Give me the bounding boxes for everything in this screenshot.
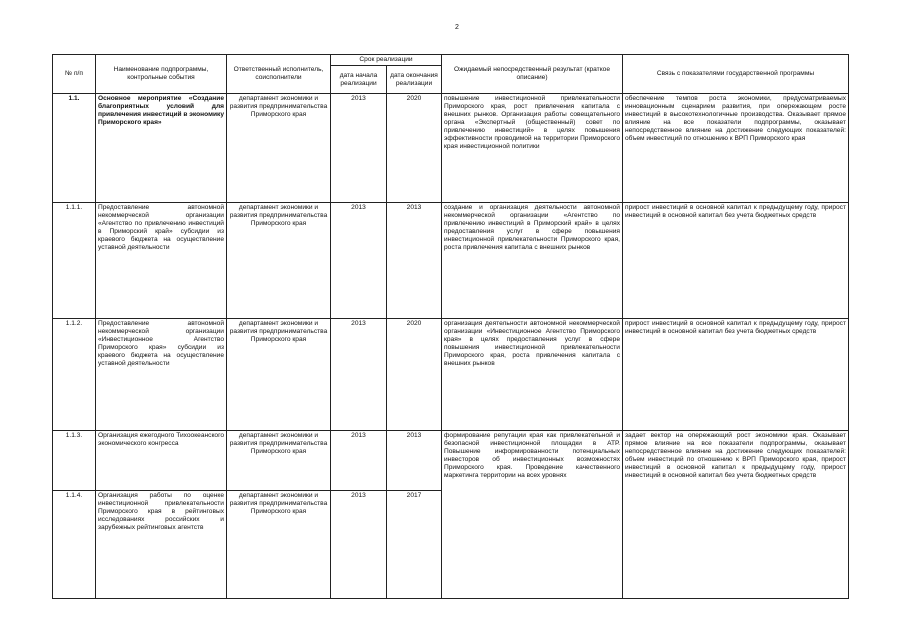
row-responsible: департамент экономики и развития предпринимательства Приморского края <box>227 491 331 599</box>
row-num: 1.1.3. <box>53 431 96 491</box>
header-num: № п/п <box>53 55 96 94</box>
table-row <box>53 431 849 491</box>
row-result: повышение инвестиционной привлекательности Приморского края, рост привлечения капитала с внешних рынков. Организация работы совещательного органа «Экспертный (общественный) совет по привлечению инвестиций» в целях повышения эффективности проводимой на территории Приморского края инвестиционной политики <box>442 94 623 203</box>
row-end: 2017 <box>387 491 442 599</box>
row-start: 2013 <box>331 94 387 203</box>
row-name: Организация работы по оценке инвестиционной привлекательности Приморского края в рейтинговых исследованиях российских и зарубежных рейтинговых агентств <box>96 491 227 599</box>
row-num: 1.1.2. <box>53 319 96 431</box>
header-period: Срок реализации <box>331 55 442 66</box>
row-link: прирост инвестиций в основной капитал к предыдущему году, прирост инвестиций в основной капитал без учета бюджетных средств <box>623 319 849 431</box>
row-end: 2013 <box>387 203 442 319</box>
row-name: Предоставление автономной некоммерческой организации «Агентство по привлечению инвестиций в Приморский край» субсидии из краевого бюджета на осуществление уставной деятельности <box>96 203 227 319</box>
row-end: 2020 <box>387 94 442 203</box>
row-responsible: департамент экономики и развития предпринимательства Приморского края <box>227 431 331 491</box>
row-name: Основное мероприятие «Создание благоприятных условий для привлечения инвестиций в экономику Приморского края» <box>96 94 227 203</box>
row-end: 2020 <box>387 319 442 431</box>
table-row <box>53 203 849 319</box>
header-end: дата окончания реализации <box>387 66 442 94</box>
row-responsible: департамент экономики и развития предпринимательства Приморского края <box>227 319 331 431</box>
header-start: дата начала реализации <box>331 66 387 94</box>
row-responsible: департамент экономики и развития предпринимательства Приморского края <box>227 203 331 319</box>
shared-link-cell: задает вектор на опережающий рост экономики края. Оказывает прямое влияние на все показатели подпрограммы, оказывает непосредственное влияние на достижение следующих показателей: объем инвестиций по отношению к ВРП Приморского края, прирост инвестиций в основной капитал к предыдущему году, прирост инвестиций в основной капитал без учета бюджетных средств <box>623 431 849 491</box>
header-row-1 <box>53 55 849 66</box>
table-row <box>53 94 849 203</box>
header-link: Связь с показателями государственной программы <box>623 55 849 94</box>
row-num: 1.1.1. <box>53 203 96 319</box>
row-start: 2013 <box>331 319 387 431</box>
row-name: Предоставление автономной некоммерческой организации «Инвестиционное Агентство Приморского края» субсидии из краевого бюджета на осуществление уставной деятельности <box>96 319 227 431</box>
row-result: создание и организация деятельности автономной некоммерческой организации «Агентство по привлечению инвестиций в Приморский край» в целях предоставления услуг в сфере повышения инвестиционной привлекательности Приморского края, роста привлечения капитала с внешних рынков <box>442 203 623 319</box>
row-responsible: департамент экономики и развития предпринимательства Приморского края <box>227 94 331 203</box>
row-start: 2013 <box>331 491 387 599</box>
row-num: 1.1. <box>53 94 96 203</box>
program-table <box>52 54 849 599</box>
row-result: организация деятельности автономной некоммерческой организации «Инвестиционное Агентство Приморского края» в целях предоставления услуг в сфере повышения инвестиционной привлекательности Приморского края, роста привлечения капитала с внешних рынков <box>442 319 623 431</box>
shared-link-continued <box>623 491 849 599</box>
row-start: 2013 <box>331 431 387 491</box>
row-num: 1.1.4. <box>53 491 96 599</box>
row-start: 2013 <box>331 203 387 319</box>
shared-result-cell: формирование репутации края как привлекательной и безопасной инвестиционной площадки в АТР. Повышение информированности потенциальных инвесторов об инвестиционных возможностях Приморского края. Проведение качественного маркетинга территории на всех уровнях <box>442 431 623 491</box>
table-row <box>53 319 849 431</box>
row-name: Организация ежегодного Тихоокеанского экономического конгресса <box>96 431 227 491</box>
table-row <box>53 491 849 599</box>
header-result: Ожидаемый непосредственный результат (краткое описание) <box>442 55 623 94</box>
header-responsible: Ответственный исполнитель, соисполнители <box>227 55 331 94</box>
row-link: обеспечение темпов роста экономики, предусматриваемых инновационным сценарием развития, при опережающем росте инвестиций в высокотехнологичные производства. Оказывает прямое влияние на все показатели подпрограммы, оказывает непосредственное влияние на достижение следующих показателей: объем инвестиций по отношению к ВРП Приморского края <box>623 94 849 203</box>
shared-result-continued <box>442 491 623 599</box>
row-link: прирост инвестиций в основной капитал к предыдущему году, прирост инвестиций в основной капитал без учета бюджетных средств <box>623 203 849 319</box>
row-end: 2013 <box>387 431 442 491</box>
page-number: 2 <box>455 24 459 31</box>
header-name: Наименование подпрограммы, контрольные события <box>96 55 227 94</box>
